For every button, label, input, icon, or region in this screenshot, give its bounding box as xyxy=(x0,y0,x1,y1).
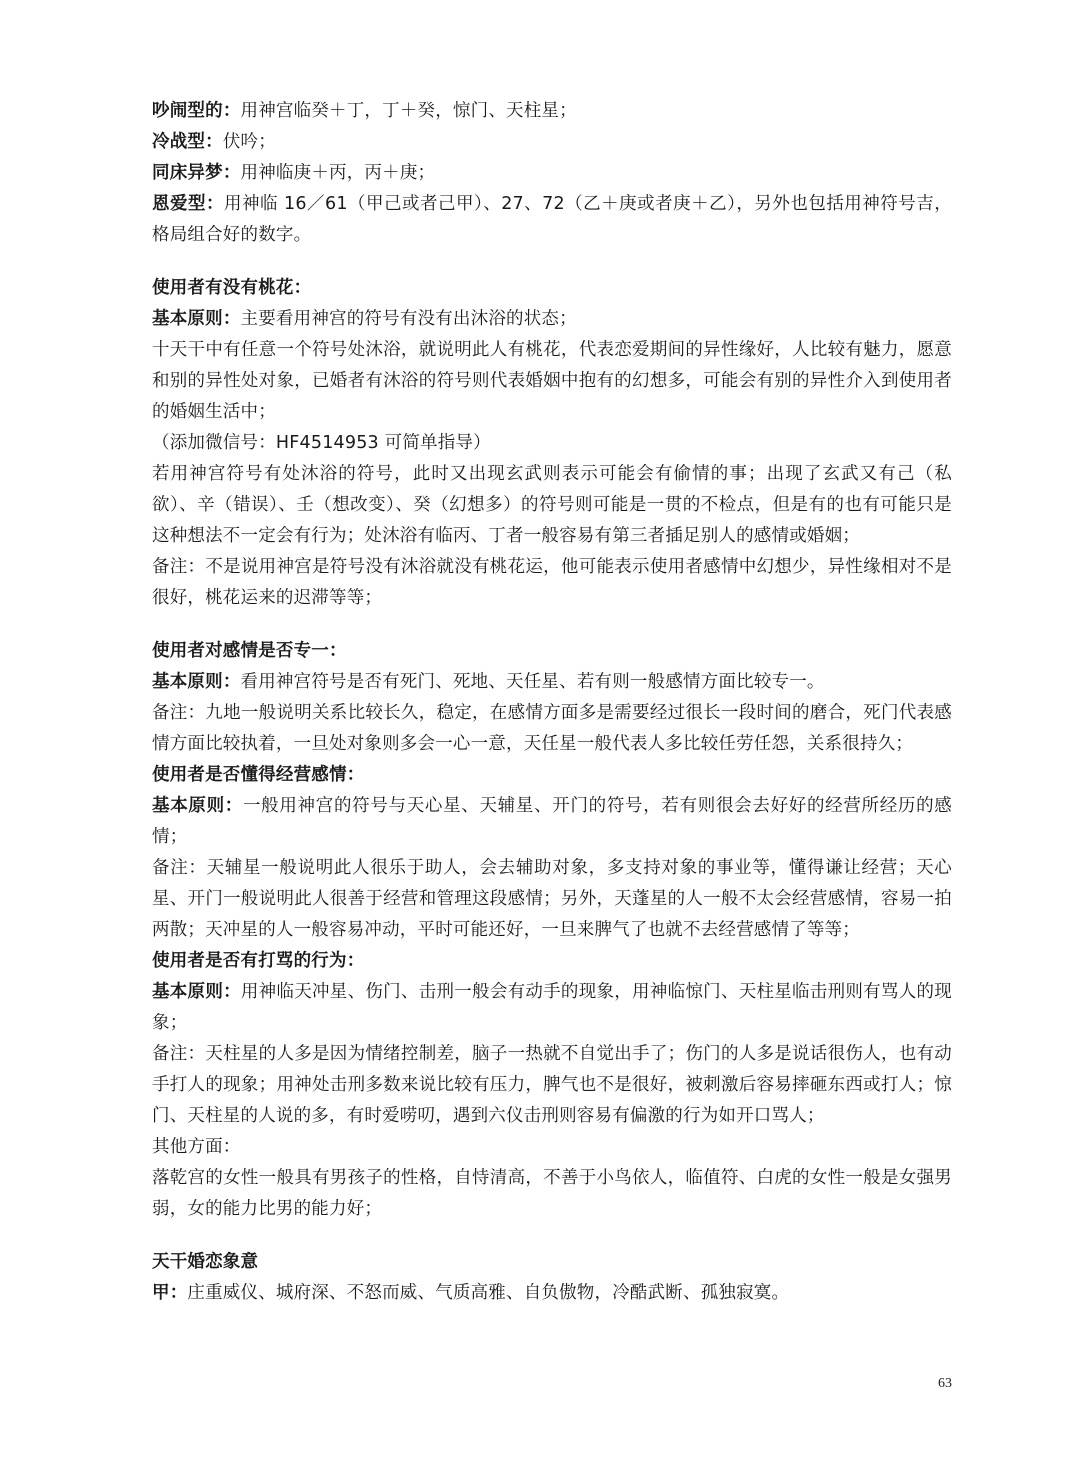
paragraph xyxy=(152,1132,952,1163)
paragraph-spacer xyxy=(152,251,952,273)
paragraph-separator: ： xyxy=(223,982,241,1002)
paragraph-text: 备注：不是说用神宫是符号没有沐浴就没有桃花运，他可能表示使用者感情中幻想少，异性缘相对不是很好，桃花运来的迟滞等等； xyxy=(152,557,952,608)
paragraph-separator: ： xyxy=(222,101,241,121)
paragraph-text: 备注：天柱星的人多是因为情绪控制差，脑子一热就不自觉出手了；伤门的人多是说话很伤人，也有动手打人的现象；用神处击刑多数来说比较有压力，脾气也不是很好，被刺激后容易摔砸东西或打人；惊门、天柱星的人说的多，有时爱唠叨，遇到六仪击刑则容易有偏激的行为如开口骂人； xyxy=(152,1044,952,1126)
paragraph-separator: ： xyxy=(206,194,224,214)
paragraph xyxy=(152,96,952,127)
paragraph-lead: 甲 xyxy=(152,1283,170,1303)
paragraph-lead: 基本原则 xyxy=(152,672,223,692)
paragraph-text: 用神宫临癸＋丁，丁＋癸，惊门、天柱星； xyxy=(240,101,577,121)
paragraph xyxy=(152,335,952,428)
paragraph xyxy=(152,552,952,614)
paragraph-text: 用神临天冲星、伤门、击刑一般会有动手的现象，用神临惊门、天柱星临击刑则有骂人的现象； xyxy=(152,982,952,1033)
paragraph-lead: 使用者对感情是否专一： xyxy=(152,641,347,661)
paragraph-text: 伏吟； xyxy=(222,132,276,152)
paragraph-separator: ： xyxy=(222,672,241,692)
paragraph xyxy=(152,428,952,459)
paragraph-lead: 冷战型 xyxy=(152,132,206,152)
paragraph xyxy=(152,698,952,760)
paragraph-text: （添加微信号：HF4514953 可简单指导） xyxy=(152,433,491,453)
paragraph-separator: ： xyxy=(224,796,243,816)
paragraph-lead: 基本原则 xyxy=(152,796,225,816)
paragraph xyxy=(152,1163,952,1225)
paragraph-text: 庄重威仪、城府深、不怒而威、气质高雅、自负傲物，冷酷武断、孤独寂寞。 xyxy=(187,1283,790,1303)
paragraph-text: 备注：九地一般说明关系比较长久，稳定，在感情方面多是需要经过很长一段时间的磨合，死门代表感情方面比较执着，一旦处对象则多会一心一意，天任星一般代表人多比较任劳任怨，关系很持久； xyxy=(152,703,952,754)
paragraph xyxy=(152,158,952,189)
paragraph xyxy=(152,760,952,791)
paragraph xyxy=(152,791,952,853)
paragraph xyxy=(152,1039,952,1132)
paragraph xyxy=(152,127,952,158)
paragraph xyxy=(152,1247,952,1278)
paragraph-text: 一般用神宫的符号与天心星、天辅星、开门的符号，若有则很会去好好的经营所经历的感情； xyxy=(152,796,953,847)
paragraph-lead: 恩爱型 xyxy=(152,194,206,214)
paragraph-separator: ： xyxy=(222,309,241,329)
paragraph-text: 若用神宫符号有处沐浴的符号，此时又出现玄武则表示可能会有偷情的事；出现了玄武又有己（私欲）、辛（错误）、壬（想改变）、癸（幻想多）的符号则可能是一贯的不检点，但是有的也有可能只是这种想法不一定会有行为；处沐浴有临丙、丁者一般容易有第三者插足别人的感情或婚姻； xyxy=(152,464,952,546)
paragraph xyxy=(152,853,952,946)
paragraph-text: 其他方面： xyxy=(152,1137,241,1157)
paragraph-text: 看用神宫符号是否有死门、死地、天任星、若有则一般感情方面比较专一。 xyxy=(240,672,825,692)
paragraph-text: 落乾宫的女性一般具有男孩子的性格，自恃清高，不善于小鸟依人，临值符、白虎的女性一般是女强男弱，女的能力比男的能力好； xyxy=(152,1168,952,1219)
paragraph-text: 主要看用神宫的符号有没有出沐浴的状态； xyxy=(240,309,577,329)
document-body xyxy=(152,96,952,1309)
paragraph-separator: ： xyxy=(205,132,223,152)
paragraph xyxy=(152,189,952,251)
paragraph-text: 十天干中有任意一个符号处沐浴，就说明此人有桃花，代表恋爱期间的异性缘好，人比较有魅力，愿意和别的异性处对象，已婚者有沐浴的符号则代表婚姻中抱有的幻想多，可能会有别的异性介入到使用者的婚姻生活中； xyxy=(152,340,952,422)
paragraph-text: 用神临 16／61（甲己或者己甲）、27、72（乙＋庚或者庚＋乙），另外也包括用神符号吉，格局组合好的数字。 xyxy=(152,194,952,245)
paragraph xyxy=(152,273,952,304)
paragraph xyxy=(152,304,952,335)
paragraph-spacer xyxy=(152,1225,952,1247)
paragraph-spacer xyxy=(152,614,952,636)
paragraph xyxy=(152,459,952,552)
paragraph-separator: ： xyxy=(222,163,241,183)
paragraph-lead: 吵闹型的 xyxy=(152,101,223,121)
paragraph-lead: 使用者有没有桃花： xyxy=(152,278,312,298)
paragraph-lead: 基本原则 xyxy=(152,982,224,1002)
paragraph-lead: 基本原则 xyxy=(152,309,223,329)
paragraph-lead: 使用者是否有打骂的行为： xyxy=(152,951,365,971)
page-number: 63 xyxy=(938,1376,952,1391)
paragraph-lead: 同床异梦 xyxy=(152,163,223,183)
paragraph xyxy=(152,667,952,698)
paragraph-lead: 使用者是否懂得经营感情： xyxy=(152,765,365,785)
paragraph xyxy=(152,1278,952,1309)
paragraph xyxy=(152,636,952,667)
paragraph-text: 用神临庚＋丙，丙＋庚； xyxy=(240,163,436,183)
paragraph xyxy=(152,946,952,977)
paragraph-text: 备注：天辅星一般说明此人很乐于助人，会去辅助对象，多支持对象的事业等，懂得谦让经营；天心星、开门一般说明此人很善于经营和管理这段感情；另外，天蓬星的人一般不太会经营感情，容易一拍两散；天冲星的人一般容易冲动，平时可能还好，一旦来脾气了也就不去经营感情了等等； xyxy=(152,858,952,940)
paragraph-separator: ： xyxy=(169,1283,188,1303)
paragraph-lead: 天干婚恋象意 xyxy=(152,1252,259,1272)
paragraph xyxy=(152,977,952,1039)
